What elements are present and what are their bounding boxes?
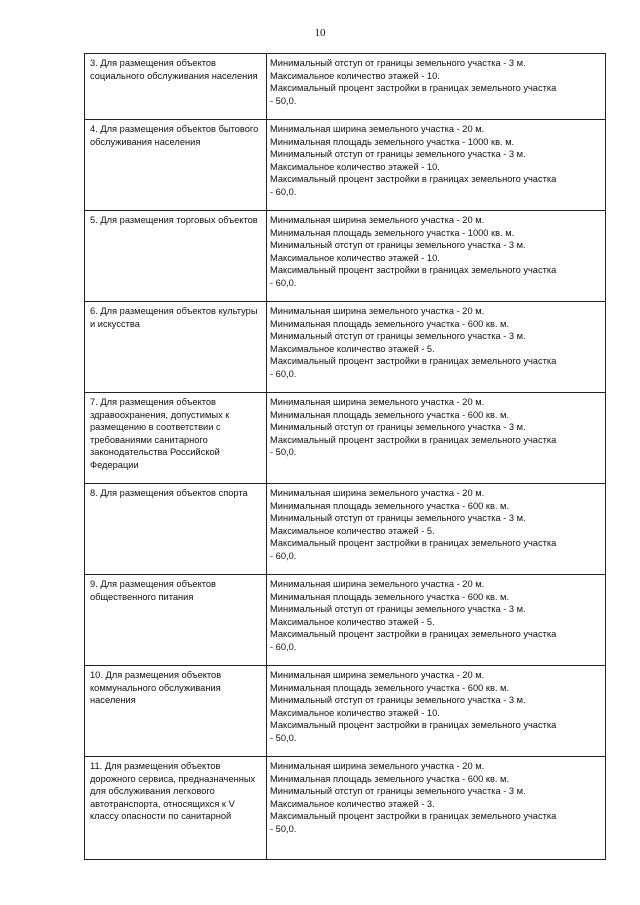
table-row [85, 302, 606, 393]
land-use-purpose-cell: 5. Для размещения торговых объектов [85, 211, 267, 302]
table-row [85, 757, 606, 860]
table-row [85, 211, 606, 302]
parameter-line: Минимальная ширина земельного участка - 20 м. [270, 670, 485, 680]
parameters-cell [267, 757, 606, 860]
parameter-line: - 60,0. [270, 186, 297, 197]
parameter-line: Максимальный процент застройки в границах земельного участка [270, 356, 557, 367]
land-use-purpose-cell: 8. Для размещения объектов спорта [85, 484, 267, 575]
parameter-line: - 50,0. [270, 95, 297, 106]
parameter-line: Минимальная площадь земельного участка - 600 кв. м. [270, 409, 510, 420]
parameter-line: Минимальная ширина земельного участка - 20 м. [270, 124, 485, 134]
parameter-line: Минимальный отступ от границы земельного участка - 3 м. [270, 149, 526, 160]
parameters-cell [267, 575, 606, 666]
parameter-line: Максимальный процент застройки в границах земельного участка [270, 811, 557, 822]
parameter-line: Минимальная площадь земельного участка - 600 кв. м. [270, 318, 510, 329]
parameter-line: Максимальный процент застройки в границах земельного участка [270, 265, 557, 276]
table-row [85, 54, 606, 120]
parameter-line: Максимальное количество этажей - 10. [270, 707, 440, 718]
parameter-line: - 60,0. [270, 550, 297, 561]
parameter-line: Минимальный отступ от границы земельного участка - 3 м. [270, 240, 526, 251]
parameter-line: Максимальный процент застройки в границах земельного участка [270, 83, 557, 94]
regulations-table [84, 53, 606, 860]
page-number: 10 [314, 27, 326, 39]
parameter-line: Минимальный отступ от границы земельного участка - 3 м. [270, 604, 526, 615]
parameters-cell [267, 120, 606, 211]
parameters-cell [267, 211, 606, 302]
parameters-cell [267, 666, 606, 757]
parameter-line: Минимальная ширина земельного участка - 20 м. [270, 579, 485, 589]
parameter-line: - 50,0. [270, 732, 297, 743]
parameter-line: Минимальная ширина земельного участка - 20 м. [270, 397, 485, 407]
parameter-line: Минимальная ширина земельного участка - 20 м. [270, 488, 485, 498]
parameter-line: Минимальная ширина земельного участка - 20 м. [270, 306, 485, 316]
parameter-line: Минимальная площадь земельного участка - 1000 кв. м. [270, 227, 515, 238]
parameter-line: Минимальная площадь земельного участка - 600 кв. м. [270, 500, 510, 511]
land-use-purpose-cell: 7. Для размещения объектов здравоохранения, допустимых к размещению в соответствии с требованиями санитарного законодательства Российской Федерации [85, 393, 267, 484]
parameter-line: Минимальная ширина земельного участка - 20 м. [270, 761, 485, 771]
parameter-line: Максимальное количество этажей - 10. [270, 161, 440, 172]
parameters-cell [267, 54, 606, 120]
table-row [85, 575, 606, 666]
parameters-cell [267, 484, 606, 575]
regulations-table-body [85, 54, 606, 860]
land-use-purpose-cell: 11. Для размещения объектов дорожного сервиса, предназначенных для обслуживания легкового автотранспорта, относящихся к V классу опасности по санитарной [85, 757, 267, 860]
parameter-line: Максимальный процент застройки в границах земельного участка [270, 538, 557, 549]
parameter-line: Минимальный отступ от границы земельного участка - 3 м. [270, 422, 526, 433]
table-row [85, 484, 606, 575]
table-row [85, 393, 606, 484]
parameter-line: Максимальный процент застройки в границах земельного участка [270, 629, 557, 640]
parameter-line: Минимальная площадь земельного участка - 600 кв. м. [270, 682, 510, 693]
parameter-line: - 60,0. [270, 277, 297, 288]
parameter-line: Максимальное количество этажей - 3. [270, 798, 435, 809]
parameter-line: Максимальный процент застройки в границах земельного участка [270, 434, 557, 445]
parameters-cell [267, 302, 606, 393]
land-use-purpose-cell: 9. Для размещения объектов общественного питания [85, 575, 267, 666]
parameter-line: Максимальный процент застройки в границах земельного участка [270, 720, 557, 731]
parameter-line: Минимальный отступ от границы земельного участка - 3 м. [270, 58, 526, 68]
parameter-line: Максимальное количество этажей - 10. [270, 70, 440, 81]
table-row [85, 120, 606, 211]
parameter-line: Максимальное количество этажей - 10. [270, 252, 440, 263]
parameter-line: Минимальный отступ от границы земельного участка - 3 м. [270, 331, 526, 342]
parameter-line: Минимальный отступ от границы земельного участка - 3 м. [270, 786, 526, 797]
land-use-purpose-cell: 6. Для размещения объектов культуры и искусства [85, 302, 267, 393]
land-use-purpose-cell: 4. Для размещения объектов бытового обслуживания населения [85, 120, 267, 211]
parameter-line: Минимальная площадь земельного участка - 600 кв. м. [270, 591, 510, 602]
parameters-cell [267, 393, 606, 484]
parameter-line: Минимальная площадь земельного участка - 600 кв. м. [270, 773, 510, 784]
parameter-line: - 50,0. [270, 447, 297, 458]
parameter-line: - 60,0. [270, 368, 297, 379]
parameter-line: - 60,0. [270, 641, 297, 652]
parameter-line: Максимальное количество этажей - 5. [270, 616, 435, 627]
parameter-line: Максимальный процент застройки в границах земельного участка [270, 174, 557, 185]
land-use-purpose-cell: 3. Для размещения объектов социального обслуживания населения [85, 54, 267, 120]
parameter-line: Минимальная площадь земельного участка - 1000 кв. м. [270, 136, 515, 147]
parameter-line: Минимальная ширина земельного участка - 20 м. [270, 215, 485, 225]
land-use-purpose-cell: 10. Для размещения объектов коммунального обслуживания населения [85, 666, 267, 757]
parameter-line: Минимальный отступ от границы земельного участка - 3 м. [270, 695, 526, 706]
parameter-line: Минимальный отступ от границы земельного участка - 3 м. [270, 513, 526, 524]
table-row [85, 666, 606, 757]
parameter-line: Максимальное количество этажей - 5. [270, 525, 435, 536]
parameter-line: Максимальное количество этажей - 5. [270, 343, 435, 354]
parameter-line: - 50,0. [270, 823, 297, 834]
